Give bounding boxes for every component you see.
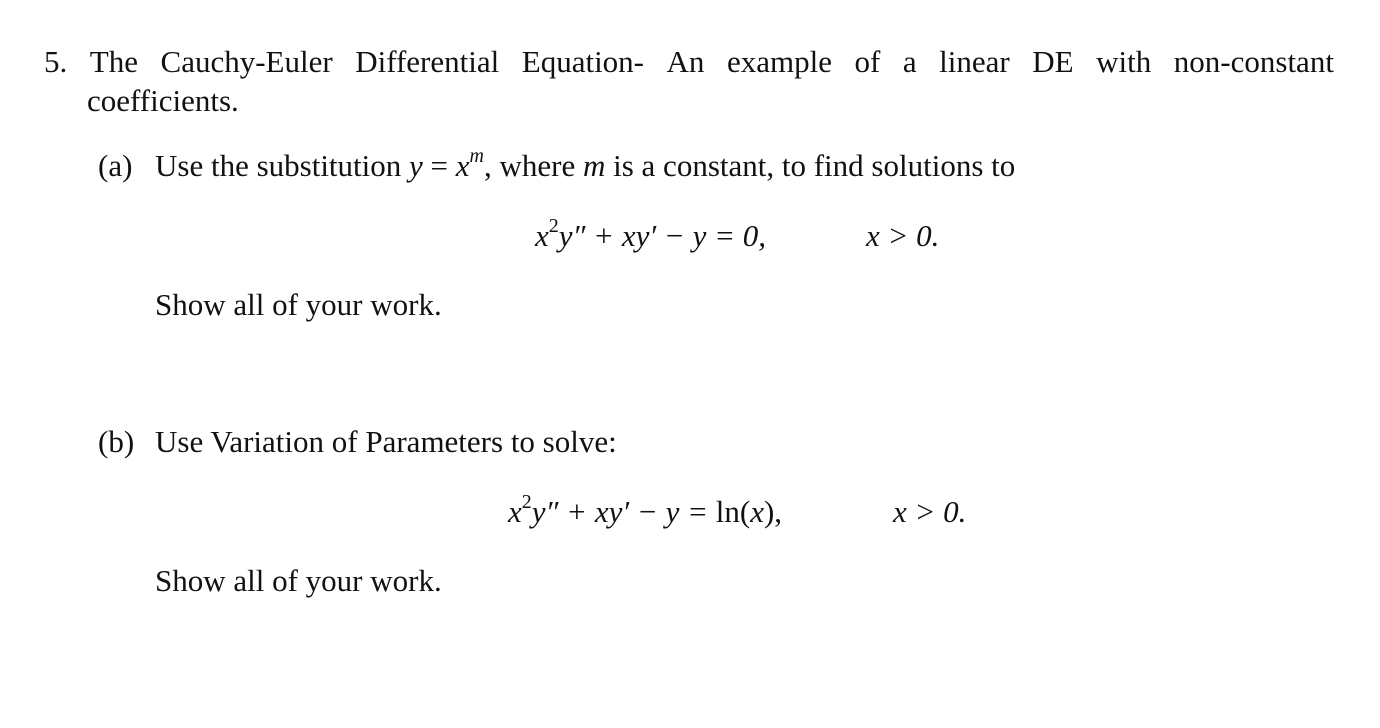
part-b-eq-exp: 2 [521,490,532,513]
part-b-eq-rest: y″ + xy′ − y = [531,494,716,529]
title-word: An [666,44,705,79]
part-b-condition: x > 0. [893,494,967,529]
part-b-eq-close: ), [763,494,783,529]
part-a-sub-eq: = [422,148,456,183]
problem-title-continuation: coefficients. [87,83,239,118]
title-word: non-constant [1173,44,1334,79]
part-a-label: (a) [98,148,133,183]
part-a-show-work: Show all of your work. [155,287,442,322]
title-word: Equation- [521,44,645,79]
part-a-sub-exp: m [469,144,484,167]
part-a-eq-exp: 2 [548,214,559,237]
title-word: DE [1032,44,1074,79]
part-b-equation [508,492,782,532]
part-b-eq-var: x [750,494,764,529]
problem-number: 5. [44,44,68,79]
title-word: The [89,44,138,79]
title-word: of [854,44,881,79]
title-word: a [902,44,917,79]
part-a-text-after: is a constant, to find solutions to [605,148,1016,183]
title-word: with [1096,44,1152,79]
part-a-prompt [98,146,1015,186]
part-a-equation [535,216,766,256]
part-a-sub-base: x [455,148,470,183]
title-word: example [726,44,832,79]
part-a-condition: x > 0. [866,218,940,253]
problem-heading [44,42,1334,82]
part-b-label: (b) [98,424,135,459]
part-b-show-work: Show all of your work. [155,563,442,598]
part-b-prompt [98,422,617,462]
part-b-text: Use Variation of Parameters to solve: [155,424,617,459]
part-a-text-before: Use the substitution [155,148,410,183]
title-word: linear [939,44,1010,79]
title-word: Cauchy-Euler [160,44,333,79]
title-word: Differential [355,44,500,79]
part-a-eq-x: x [535,218,549,253]
part-a-text-mid: , where [484,148,583,183]
part-a-sub-var: y [409,148,423,183]
part-a-m-var: m [582,148,606,183]
part-a-eq-rest: y″ + xy′ − y = 0, [558,218,767,253]
part-b-eq-x: x [508,494,522,529]
part-b-eq-fn: ln( [715,494,751,529]
